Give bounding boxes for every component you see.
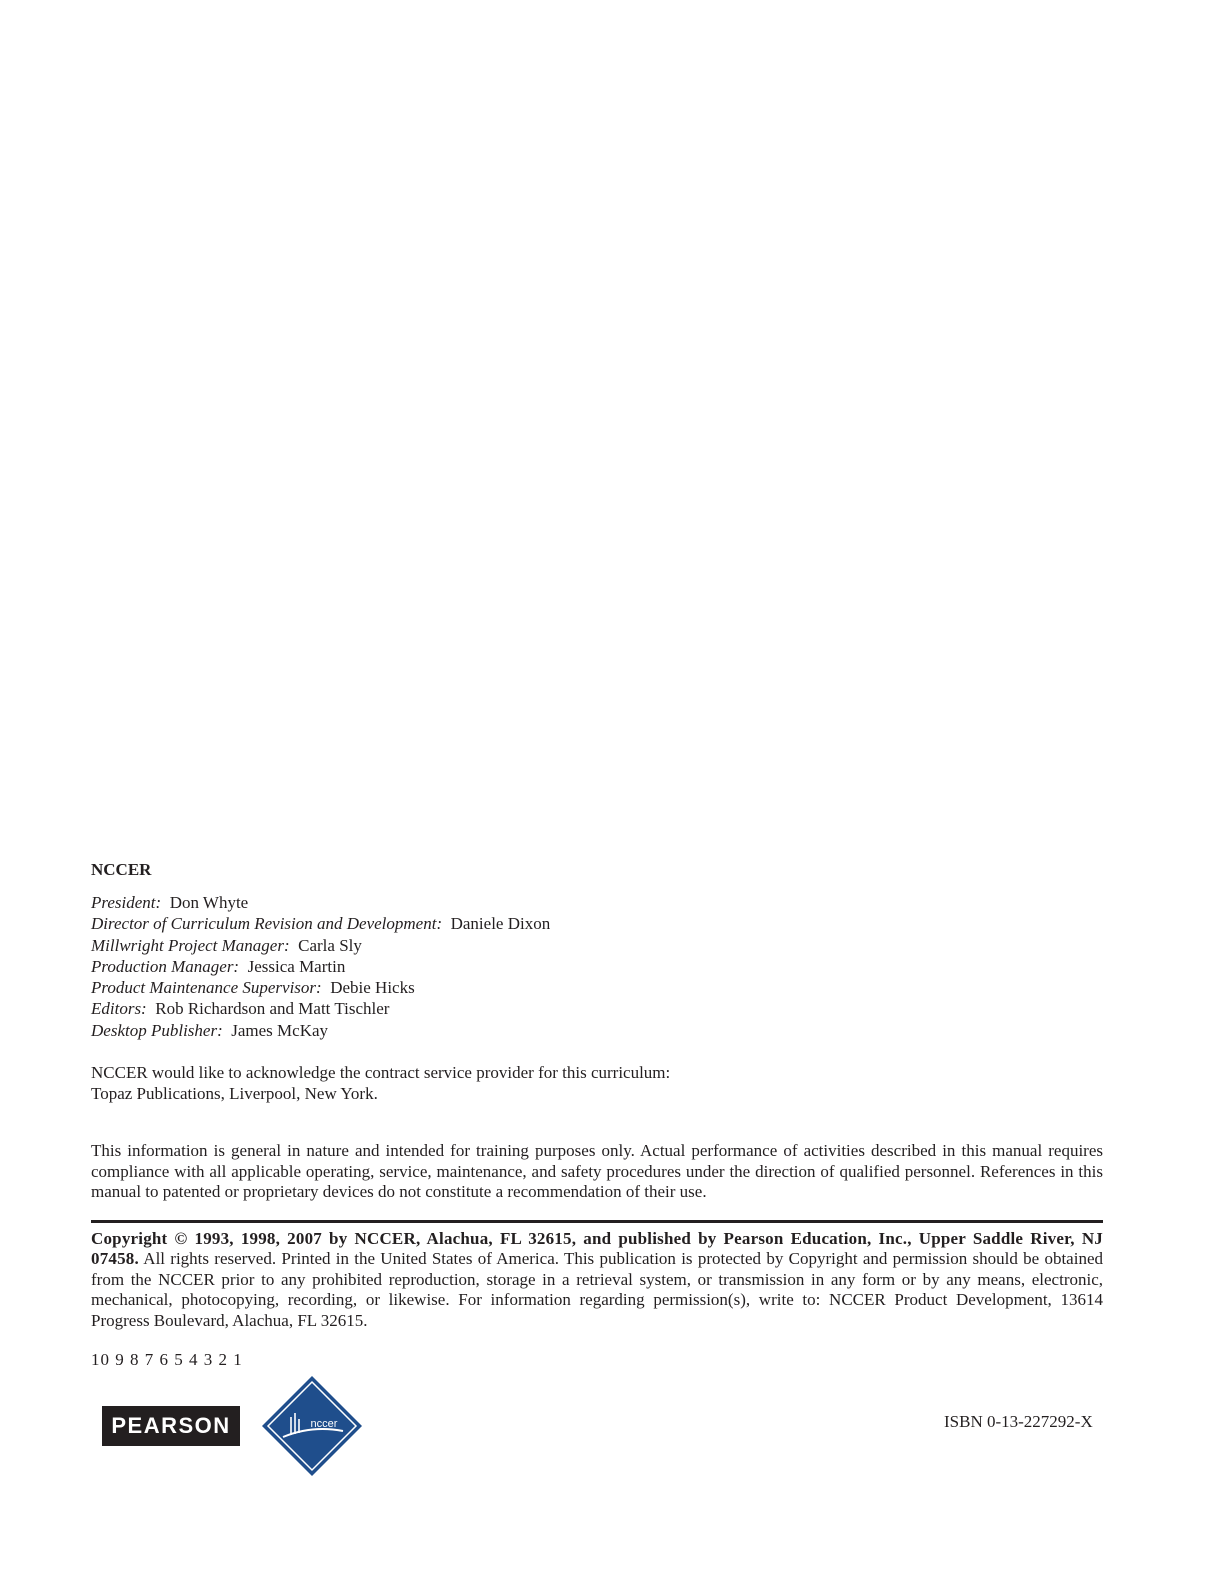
staff-name: Debie Hicks (330, 978, 415, 998)
staff-name: Don Whyte (169, 893, 249, 912)
staff-name: Carla Sly (298, 935, 362, 955)
staff-row (91, 998, 1103, 1019)
staff-name: Rob Richardson and Matt Tischler (155, 999, 390, 1019)
staff-role: Production Manager: (91, 956, 240, 976)
copyright-paragraph (91, 1229, 1103, 1331)
staff-role: Editors: (91, 999, 147, 1019)
divider-rule (91, 1220, 1103, 1223)
staff-name: Daniele Dixon (450, 914, 551, 934)
staff-role: Millwright Project Manager: (91, 935, 290, 955)
acknowledgement-line: NCCER would like to acknowledge the contract service provider for this curriculum: (91, 1063, 671, 1082)
organization-heading: NCCER (91, 860, 152, 879)
staff-name: James McKay (231, 1020, 329, 1040)
staff-row (91, 1020, 1103, 1041)
disclaimer-paragraph: This information is general in nature and intended for training purposes only. Actual performance of activities described in this manual requires compliance with all applicable operating, service, maintenance, and safety procedures under the direction of qualified personnel. References in this manual to patented or proprietary devices do not constitute a recommendation of their use. (91, 1141, 1103, 1202)
logo-text: nccer (310, 1418, 338, 1430)
staff-row (91, 913, 1103, 934)
staff-row (91, 977, 1103, 998)
pearson-logo: PEARSON (102, 1406, 240, 1446)
staff-role: President: (91, 893, 162, 912)
staff-role: Director of Curriculum Revision and Development: (91, 914, 443, 934)
copyright-body-text: All rights reserved. Printed in the United States of America. This publication is protected by Copyright and permission should be obtained from the NCCER prior to any prohibited reproduction, storage in a retrieval system, or transmission in any form or by any means, electronic, mechanical, photocopying, recording, or likewise. For information regarding permission(s), write to: NCCER Product Development, 13614 Progress Boulevard, Alachua, FL 32615. (91, 1249, 1103, 1330)
isbn: ISBN 0-13-227292-X (944, 1412, 1093, 1431)
print-line: 10 9 8 7 6 5 4 3 2 1 (91, 1350, 243, 1369)
staff-name: Jessica Martin (247, 956, 346, 976)
staff-row (91, 935, 1103, 956)
copyright-bold-text: Copyright © 1993, 1998, 2007 by NCCER, Alachua, FL 32615, and published by Pearson Education, Inc., Upper Saddle River, NJ 07458. (91, 1229, 1103, 1269)
staff-credits (91, 892, 1103, 1041)
nccer-logo (261, 1375, 363, 1477)
acknowledgement (91, 1062, 1103, 1104)
staff-row (91, 956, 1103, 977)
staff-row (91, 892, 1103, 913)
acknowledgement-provider: Topaz Publications, Liverpool, New York. (91, 1084, 378, 1103)
staff-role: Product Maintenance Supervisor: (91, 978, 322, 998)
staff-role: Desktop Publisher: (91, 1020, 223, 1040)
